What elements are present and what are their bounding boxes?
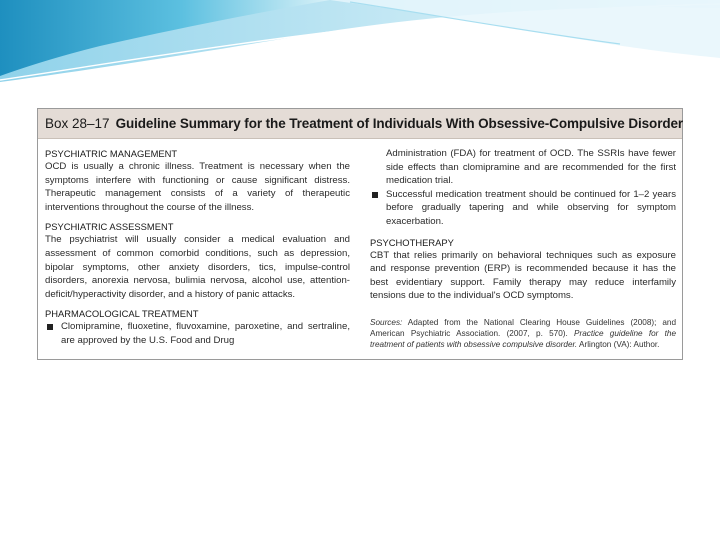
bullet-item: [370, 188, 676, 229]
bullet-item: [45, 320, 350, 347]
heading-psychotherapy: PSYCHOTHERAPY: [370, 236, 454, 248]
left-column: [45, 147, 350, 348]
text-psychotherapy: CBT that relies primarily on behavioral techniques such as exposure and response prevention (ERP) is recommended because it has the best evidentiary support. Family therapy may reduce interfamily tensions due to the individual's OCD symptoms.: [370, 249, 676, 302]
box-content: [38, 139, 682, 359]
bullet-text-1b: Administration (FDA) for treatment of OCD. The SSRIs have fewer side effects than clomipramine and are recommended for the first medication trial.: [386, 148, 676, 187]
box-header: [38, 109, 682, 139]
text-psychiatric-management: OCD is usually a chronic illness. Treatment is necessary when the symptoms interfere with functioning or cause significant distress. Therapeutic management consists of a variety of therapeutic interventions throughout the course of the illness.: [45, 161, 350, 213]
sources-note: [370, 317, 676, 351]
heading-psychiatric-assessment: PSYCHIATRIC ASSESSMENT: [45, 221, 174, 233]
bullet-square-icon: [47, 324, 53, 330]
guideline-box: [37, 108, 683, 360]
sources-text-2: Arlington (VA): Author.: [579, 340, 660, 350]
sources-text-1: Adapted from the National Clearing House Guidelines (2008); and American Psychiatric Association. (2007, p. 570).: [370, 317, 676, 339]
text-psychiatric-assessment: The psychiatrist will usually consider a medical evaluation and assessment of common comorbid conditions, such as depression, bipolar symptoms, other anxiety disorders, tics, impulse-control disorders, anorexia nervosa, bulimia nervosa, alcohol use, attention-deficit/hyperactivity disorder, and a history of panic attacks.: [45, 234, 350, 300]
decorative-header-swoosh: [0, 0, 720, 90]
bullet-square-icon: [372, 192, 378, 198]
box-number: Box 28–17: [45, 116, 110, 131]
heading-pharmacological-treatment: PHARMACOLOGICAL TREATMENT: [45, 308, 199, 320]
right-column: [370, 147, 676, 351]
heading-psychiatric-management: PSYCHIATRIC MANAGEMENT: [45, 148, 178, 159]
sources-label: Sources:: [370, 317, 403, 327]
bullet-text-1a: Clomipramine, fluoxetine, fluvoxamine, paroxetine, and sertraline, are approved by the U.S. Food and Drug: [61, 321, 350, 346]
sources-title: Practice guideline for the treatment of patients with obsessive compulsive disorder.: [370, 329, 676, 350]
bullet-text-2: Successful medication treatment should be continued for 1–2 years before gradually tapering and while observing for symptom exacerbation.: [386, 188, 676, 227]
box-title: Guideline Summary for the Treatment of Individuals With Obsessive-Compulsive Disorder: [115, 116, 684, 131]
